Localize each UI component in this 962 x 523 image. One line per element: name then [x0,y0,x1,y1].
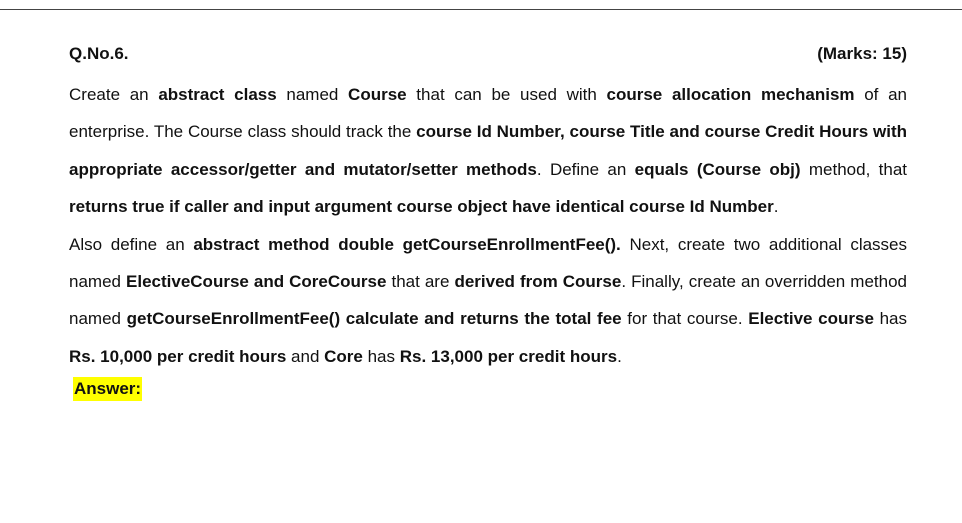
bold-text-run: ElectiveCourse and CoreCourse [126,272,387,292]
question-paragraph-1 [69,76,907,226]
bold-text-run: course allocation mechanism [606,85,855,104]
question-number: Q.No.6. [69,44,129,63]
bold-text-run: abstract method double getCourseEnrollmentFee(). [193,234,621,254]
text-run: . Define an [536,159,635,179]
text-run: Create an [69,85,159,104]
text-run: has [362,346,400,366]
text-run: . Finally, create an overridden method named [69,272,907,329]
text-run: that are [386,272,455,292]
text-run: for that course. [621,309,749,329]
text-run: of an enterprise. The Course class should track the [69,85,907,142]
text-run: method, that [800,159,908,179]
text-run: has [873,309,908,329]
text-run: and [286,346,325,366]
question-header [69,44,907,74]
answer-label: Answer: [73,377,142,401]
question-paragraph-2 [69,226,907,376]
bold-text-run: equals (Course obj) [634,159,801,179]
bold-text-run: returns true if caller and input argument course object have identical course Id Number [69,197,774,217]
text-run: named [276,85,349,104]
text-run: . [773,197,779,217]
bold-text-run: course Id Number, course Title and course Credit Hours with appropriate accessor/getter and mutator/setter methods [69,122,907,179]
top-divider [0,9,962,10]
question-marks: (Marks: 15) [817,44,907,63]
bold-text-run: abstract class [158,85,277,104]
bold-text-run: Core [324,346,363,366]
bold-text-run: Course [348,85,407,104]
bold-text-run: Rs. 13,000 per credit hours [399,346,618,366]
text-run: Also define an [69,234,194,254]
question-block [69,44,907,401]
bold-text-run: Elective course [748,309,874,329]
bold-text-run: derived from Course [454,272,622,292]
text-run: Next, create two additional classes named [69,234,908,292]
text-run: . [617,346,622,366]
text-run: that can be used with [406,85,607,104]
bold-text-run: Rs. 10,000 per credit hours [69,346,287,366]
bold-text-run: getCourseEnrollmentFee() calculate and returns the total fee [126,309,622,329]
